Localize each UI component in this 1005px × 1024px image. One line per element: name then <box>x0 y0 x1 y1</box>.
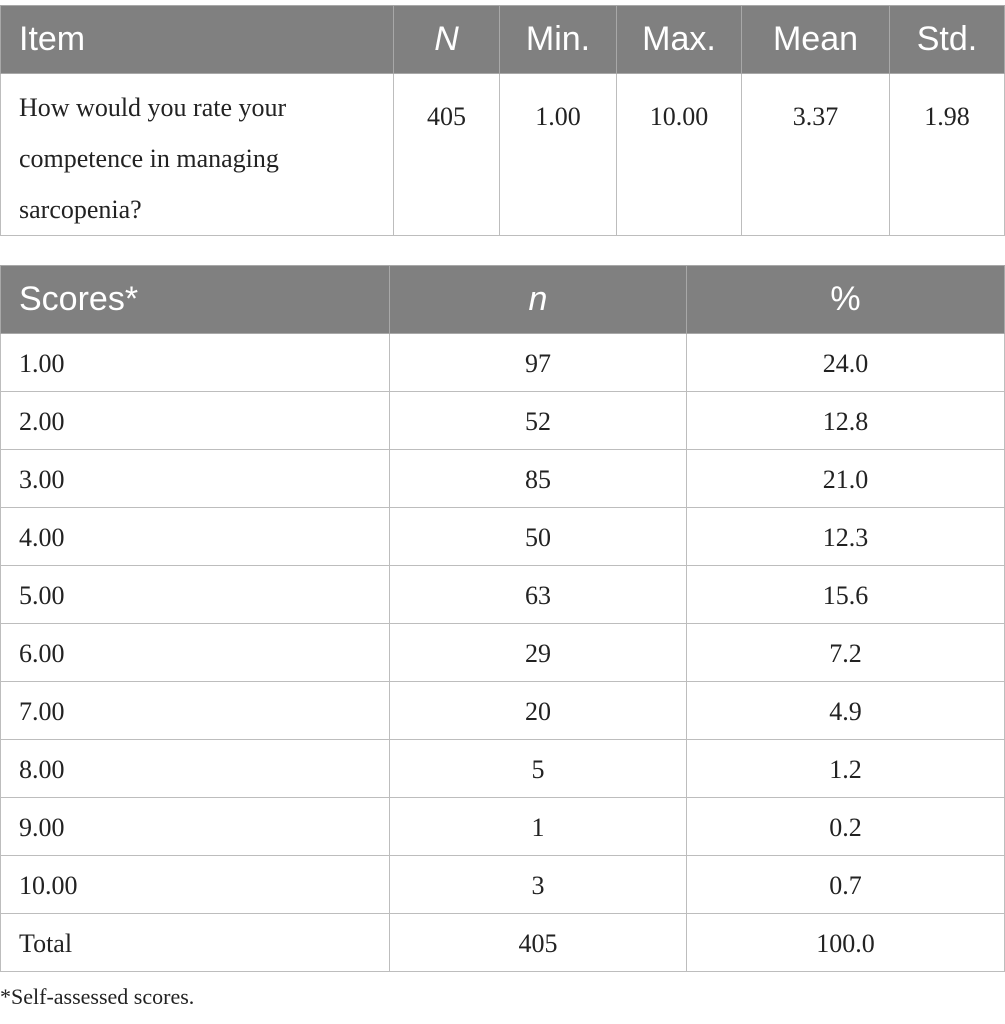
table-row <box>1 508 1005 566</box>
cell-percent: 0.7 <box>687 856 1005 914</box>
header-n: N <box>394 6 500 74</box>
cell-percent: 21.0 <box>687 450 1005 508</box>
header-mean: Mean <box>742 6 890 74</box>
cell-score: 5.00 <box>1 566 390 624</box>
cell-percent: 0.2 <box>687 798 1005 856</box>
cell-n: 405 <box>394 74 500 236</box>
cell-n: 5 <box>390 740 687 798</box>
cell-n: 29 <box>390 624 687 682</box>
table-row <box>1 624 1005 682</box>
cell-score: 8.00 <box>1 740 390 798</box>
cell-percent: 24.0 <box>687 334 1005 392</box>
cell-max: 10.00 <box>617 74 742 236</box>
header-percent: % <box>687 266 1005 334</box>
cell-score: 6.00 <box>1 624 390 682</box>
table-row <box>1 856 1005 914</box>
cell-score: 4.00 <box>1 508 390 566</box>
cell-score: 2.00 <box>1 392 390 450</box>
table-header-row <box>1 266 1005 334</box>
cell-std: 1.98 <box>890 74 1005 236</box>
header-item: Item <box>1 6 394 74</box>
cell-n: 1 <box>390 798 687 856</box>
table-row <box>1 914 1005 972</box>
header-min: Min. <box>500 6 617 74</box>
cell-score: 7.00 <box>1 682 390 740</box>
cell-percent: 4.9 <box>687 682 1005 740</box>
cell-percent: 1.2 <box>687 740 1005 798</box>
table-row <box>1 392 1005 450</box>
cell-score: 9.00 <box>1 798 390 856</box>
table-row <box>1 566 1005 624</box>
descriptive-stats-table <box>0 5 1005 236</box>
header-max: Max. <box>617 6 742 74</box>
cell-n: 3 <box>390 856 687 914</box>
cell-score: Total <box>1 914 390 972</box>
cell-n: 405 <box>390 914 687 972</box>
cell-min: 1.00 <box>500 74 617 236</box>
table-row <box>1 740 1005 798</box>
table-header-row <box>1 6 1005 74</box>
item-question: How would you rate your competence in managing sarcopenia? <box>1 74 394 236</box>
cell-percent: 7.2 <box>687 624 1005 682</box>
cell-n: 50 <box>390 508 687 566</box>
header-n: n <box>390 266 687 334</box>
cell-n: 85 <box>390 450 687 508</box>
cell-n: 97 <box>390 334 687 392</box>
table-row <box>1 798 1005 856</box>
cell-score: 1.00 <box>1 334 390 392</box>
cell-n: 20 <box>390 682 687 740</box>
cell-score: 3.00 <box>1 450 390 508</box>
header-std: Std. <box>890 6 1005 74</box>
table-row <box>1 450 1005 508</box>
cell-n: 63 <box>390 566 687 624</box>
cell-mean: 3.37 <box>742 74 890 236</box>
cell-percent: 12.3 <box>687 508 1005 566</box>
score-distribution-table <box>0 265 1005 972</box>
footnote: *Self-assessed scores. <box>0 984 195 1009</box>
table-row <box>1 682 1005 740</box>
cell-n: 52 <box>390 392 687 450</box>
cell-score: 10.00 <box>1 856 390 914</box>
header-scores: Scores* <box>1 266 390 334</box>
table-row <box>1 74 1005 236</box>
table-row <box>1 334 1005 392</box>
cell-percent: 15.6 <box>687 566 1005 624</box>
cell-percent: 12.8 <box>687 392 1005 450</box>
cell-percent: 100.0 <box>687 914 1005 972</box>
